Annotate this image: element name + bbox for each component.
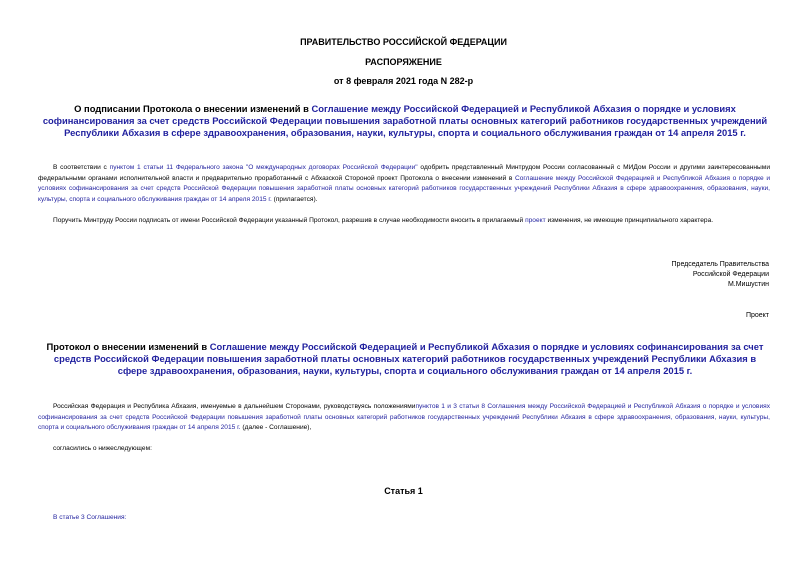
signature-block	[672, 260, 769, 290]
para1-text-2: одобрить представленный Минтрудом России согласованный с МИДом России и другими заинтересованными федеральными органами исполнительной власти и предварительно проработанный с Абхазской Стороной проект Протокола о внесении изменений в	[38, 164, 771, 182]
agreement-link[interactable]: Соглашение между Российской Федерацией и Республикой Абхазия о порядке и условиях софинансирования за счет средств Российской Федерации повышения заработной платы основных категорий работников государственных учреждений Республики Абхазия в сфере здравоохранения, образования, науки, культуры, спорта и социального обслуживания граждан от 14 апреля 2015 г.	[38, 174, 771, 203]
protocol-title	[38, 341, 772, 377]
title-agreement-link[interactable]: Соглашение между Российской Федерацией и Республикой Абхазия о порядке и условиях софинансирования за счет средств Российской Федерации повышения заработной платы основных категорий работников государственных учреждений Республики Абхазия в сфере здравоохранения, образования, науки, культуры, спорта и социального обслуживания граждан от 14 апреля 2015 г.	[42, 103, 768, 138]
article-text	[53, 513, 126, 524]
signature-name: М.Мишустин	[727, 281, 769, 288]
para1-text-3: (прилагается).	[271, 195, 318, 203]
para1-text-1: В соответствии с	[53, 164, 110, 171]
para2-text-2: изменения, не имеющие принципиального характера.	[545, 217, 714, 224]
para2-text-1: Поручить Минтруду России подписать от имени Российской Федерации указанный Протокол, разрешив в случае необходимости вносить в прилагаемый	[53, 217, 526, 224]
signature-country: Российской Федерации	[692, 271, 769, 278]
articles-link[interactable]: пунктов 1 и 3 статьи 8 Соглашения между Российской Федерацией и Республикой Абхазия о порядке и условиях софинансирования за счет средств Российской Федерации повышения заработной платы основных категорий работников государственных учреждений Республики Абхазия в сфере здравоохранения, образования, науки, культуры, спорта и социального обслуживания граждан от 14 апреля 2015 г.	[38, 403, 770, 432]
paragraph-instruction	[38, 216, 770, 227]
document-type: РАСПОРЯЖЕНИЕ	[365, 57, 442, 67]
document-title	[38, 103, 772, 139]
article-text-2: :	[124, 514, 127, 521]
signature-position: Председатель Правительства	[671, 261, 769, 268]
para3-text-2: (далее - Соглашение),	[240, 424, 312, 432]
para3-text-1: Российская Федерация и Республика Абхазия, именуемые в дальнейшем Сторонами, руководствуясь положениями	[53, 403, 416, 410]
date-number: от 8 февраля 2021 года N 282-р	[333, 76, 474, 86]
article-heading: Статья 1	[384, 486, 423, 496]
draft-link[interactable]: проект	[525, 217, 546, 224]
article-text-1: В	[53, 514, 60, 521]
protocol-agreement-link[interactable]: Соглашение между Российской Федерацией и Республикой Абхазия о порядке и условиях софинансирования за счет средств Российской Федерации повышения заработной платы основных категорий работников государственных учреждений Республики Абхазия в сфере здравоохранения, образования, науки, культуры, спорта и социального обслуживания граждан от 14 апреля 2015 г.	[53, 341, 764, 376]
law-link[interactable]: пунктом 1 статьи 11 Федерального закона "О международных договорах Российской Федерации"	[109, 164, 418, 171]
agreed-text: согласились о нижеследующем:	[53, 445, 152, 452]
protocol-title-prefix: Протокол о внесении изменений в	[46, 341, 210, 352]
draft-label: Проект	[745, 312, 769, 319]
paragraph-approval	[38, 163, 770, 205]
title-prefix: О подписании Протокола о внесении изменений в	[74, 103, 312, 114]
article-3-link[interactable]: статье 3 Соглашения	[59, 514, 125, 521]
paragraph-parties	[38, 402, 770, 434]
government-heading: ПРАВИТЕЛЬСТВО РОССИЙСКОЙ ФЕДЕРАЦИИ	[300, 37, 507, 47]
